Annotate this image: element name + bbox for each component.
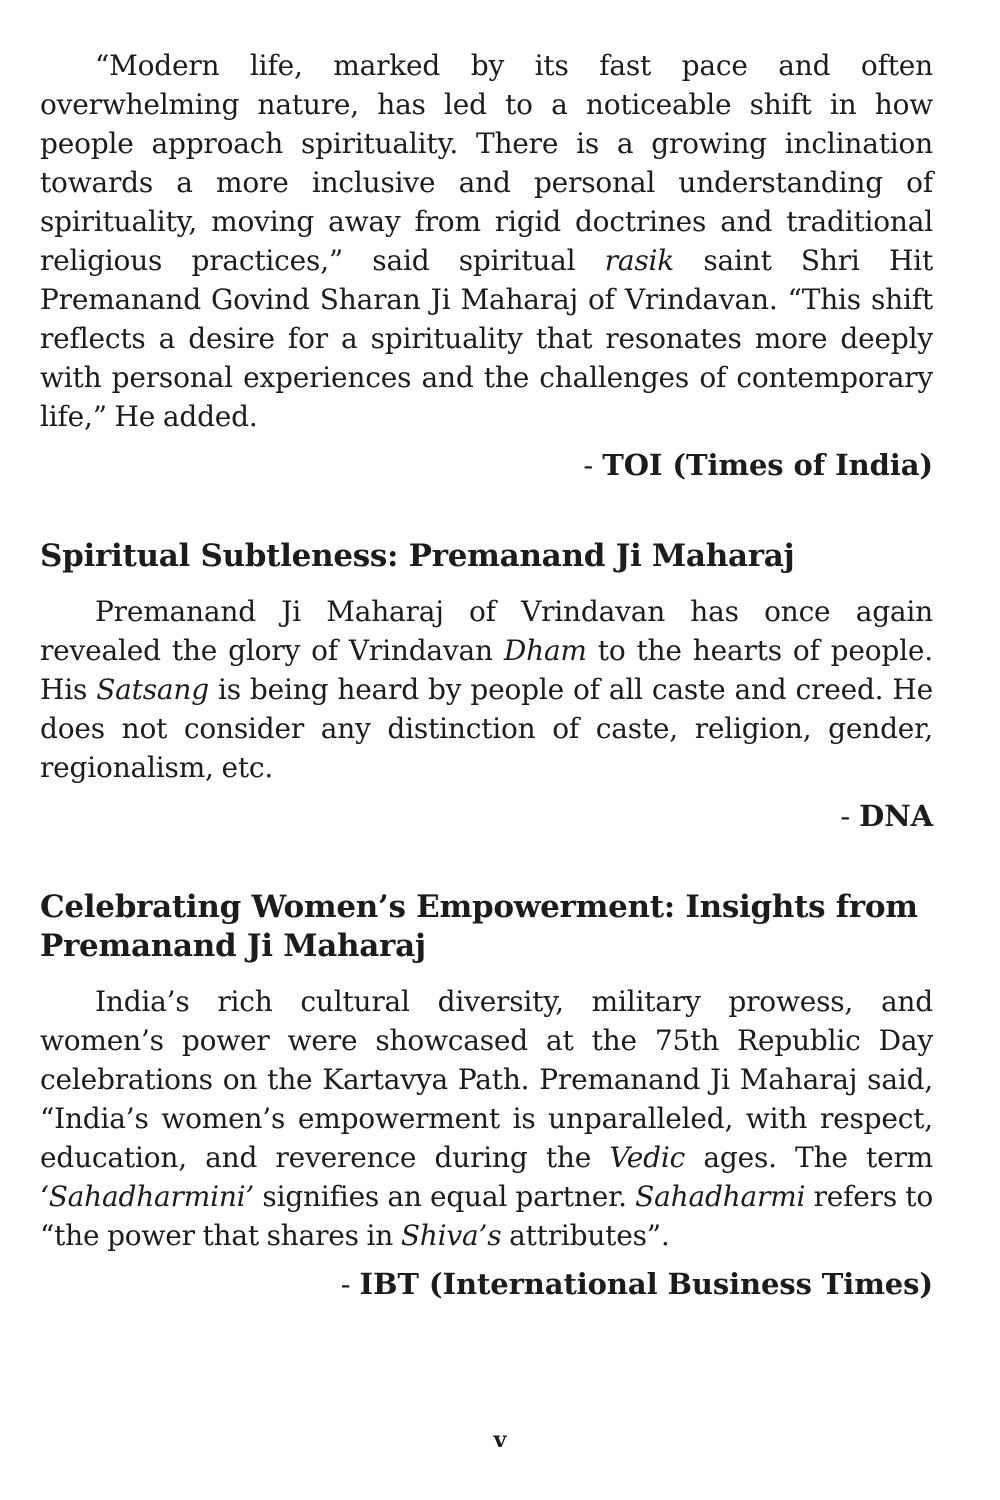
source-dash: - <box>583 448 603 482</box>
section-heading: Spiritual Subtleness: Premanand Ji Maharaj <box>40 538 795 574</box>
section-spiritual-subtleness <box>40 537 933 836</box>
italic-term-shivas: Shiva’s <box>400 1219 502 1252</box>
document-page <box>40 46 933 1304</box>
source-name: TOI (Times of India) <box>602 448 933 482</box>
source-attribution <box>40 1265 933 1304</box>
text-run: is being heard by people of all caste and creed. He does not consider any distinction of caste, religion, gender, regionalism, etc. <box>40 673 934 784</box>
text-run: Premanand Ji Maharaj of Vrindavan has once again revealed the glory of Vrindavan <box>40 595 933 667</box>
source-dash: - <box>340 1267 360 1301</box>
italic-term-rasik: rasik <box>604 244 675 277</box>
text-run: India’s rich cultural diversity, military prowess, and women’s power were showcased at the 75th Republic Day celebrations on the Kartavya Path. Premanand Ji Maharaj said, “India’s women’s empowerment is unparalleled, with respect, education, and reverence during the <box>40 985 933 1174</box>
quote-paragraph <box>40 46 933 436</box>
text-run: ages. The term <box>685 1141 934 1174</box>
text-run: refers to “the power that shares in <box>40 1180 933 1252</box>
section-paragraph <box>40 592 933 787</box>
italic-term-vedic: Vedic <box>609 1141 686 1174</box>
source-name: IBT (International Business Times) <box>359 1267 933 1301</box>
source-attribution <box>40 797 933 836</box>
section-heading: Celebrating Women’s Empowerment: Insights from Premanand Ji Maharaj <box>40 889 918 964</box>
italic-term-satsang: Satsang <box>96 673 209 706</box>
text-run: “Modern life, marked by its fast pace and often overwhelming nature, has led to a noticeable shift in how people approach spirituality. There is a growing inclination towards a more inclusive and personal understanding of spirituality, moving away from rigid doctrines and traditional religious practices,” said spiritual <box>40 49 933 277</box>
page-number: v <box>493 1427 507 1453</box>
source-name: DNA <box>859 799 933 833</box>
italic-term-sahadharmi: Sahadharmi <box>635 1180 806 1213</box>
text-run: saint Shri Hit Premanand Govind Sharan Ji Maharaj of Vrindavan. “This shift reflects a desire for a spirituality that resonates more deeply with personal experiences and the challenges of contemporary life,” He added. <box>40 244 933 433</box>
section-paragraph <box>40 982 933 1255</box>
text-run: attributes”. <box>501 1219 670 1252</box>
italic-term-sahadharmini: ‘Sahadharmini’ <box>40 1180 255 1213</box>
text-run: to the hearts of people. His <box>40 634 933 706</box>
source-attribution <box>40 446 933 485</box>
text-run: signifies an equal partner. <box>254 1180 636 1213</box>
section-womens-empowerment <box>40 888 933 1304</box>
italic-term-dham: Dham <box>503 634 587 667</box>
source-dash: - <box>840 799 860 833</box>
section-toi-quote <box>40 46 933 485</box>
